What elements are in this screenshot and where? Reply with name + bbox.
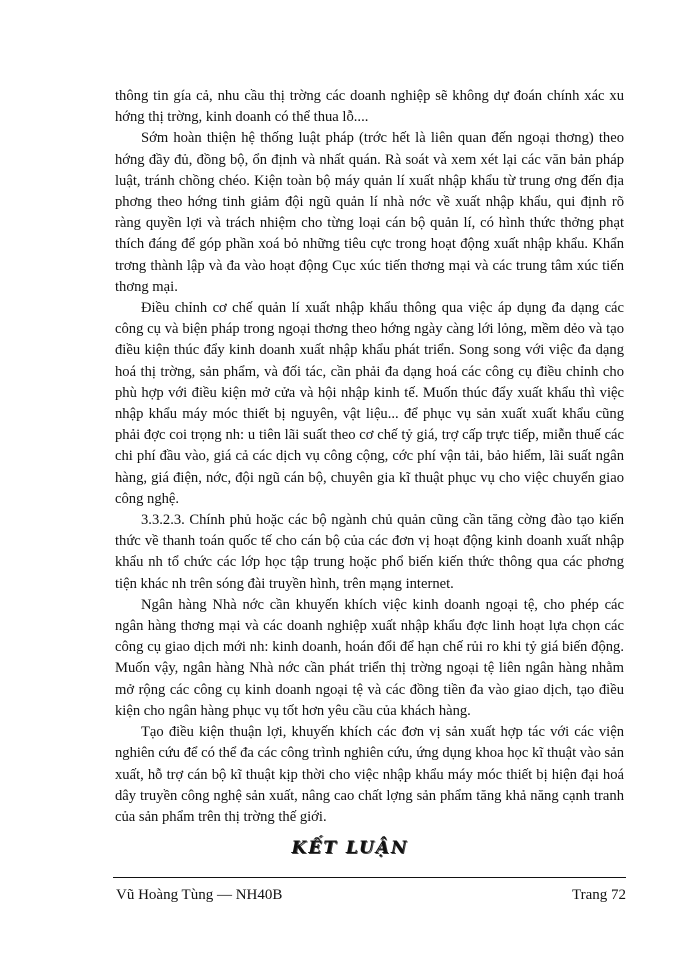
- footer-author: Vũ Hoàng Tùng — NH40B: [116, 887, 283, 903]
- body-text: [115, 86, 624, 828]
- paragraph-research-cooperation: Tạo điều kiện thuận lợi, khuyến khích các đơn vị sản xuất hợp tác với các viện nghiên cứu để có thể đa các công trình nghiên cứu, ứng dụng khoa học kĩ thuật vào sản xuất, hỗ trợ cán bộ kĩ thuật kịp thời cho việc nhập khẩu máy móc thiết bị hiện đại hoá dây truyền công nghệ sản xuất, nâng cao chất lợng sản phẩm tăng khả năng cạnh tranh của sản phẩm trên thị trờng thế giới.: [115, 724, 624, 825]
- footer-divider: [113, 877, 626, 878]
- paragraph-state-bank: Ngân hàng Nhà nớc cần khuyến khích việc kinh doanh ngoại tệ, cho phép các ngân hàng thơng mại và các doanh nghiệp xuất nhập khẩu đợc linh hoạt lựa chọn các công cụ giao dịch mới nh: kinh doanh, hoán đổi để hạn chế rủi ro khi tỷ giá biến động. Muốn vậy, ngân hàng Nhà nớc cần phát triển thị trờng ngoại tệ liên ngân hàng nhằm mở rộng các công cụ kinh doanh ngoại tệ và các đồng tiền đa vào giao dịch, tạo điều kiện cho ngân hàng phục vụ tốt hơn yêu cầu của khách hàng.: [115, 596, 624, 719]
- paragraph-legal-framework: Sớm hoàn thiện hệ thống luật pháp (trớc hết là liên quan đến ngoại thơng) theo hớng đầy đủ, đồng bộ, ổn định và nhất quán. Rà soát và xem xét lại các văn bản pháp luật, tránh chồng chéo. Kiện toàn bộ máy quản lí xuất nhập khẩu từ trung ơng đến địa phơng theo hớng tinh giảm đội ngũ quản lí nhà nớc về xuất nhập khẩu, qui định rõ ràng quyền lợi và trách nhiệm cho từng loại cán bộ quản lí, có hình thức thởng phạt thích đáng để góp phần xoá bỏ những tiêu cực trong hoạt động xuất nhập khẩu. Khẩn trơng thành lập và đa vào hoạt động Cục xúc tiến thơng mại và các trung tâm xúc tiến thơng mại.: [115, 130, 624, 295]
- footer-page-number: Trang 72: [571, 887, 626, 903]
- paragraph-continuation: thông tin gía cả, nhu cầu thị trờng các doanh nghiệp sẽ không dự đoán chính xác xu hớng thị trờng, kinh doanh có thể thua lỗ....: [115, 88, 624, 126]
- conclusion-heading: KẾT LUẬN: [291, 838, 409, 858]
- paragraph-management-mechanism: Điều chỉnh cơ chế quản lí xuất nhập khẩu thông qua việc áp dụng đa dạng các công cụ và biện pháp trong ngoại thơng theo hớng ngày càng lới lỏng, mềm dẻo và tạo điều kiện thúc đẩy kinh doanh xuất nhập khẩu phát triển. Song song với việc đa dạng hoá thị trờng, sản phẩm, và đối tác, cần phải đa dạng hoá các công cụ điều chỉnh cho phù hợp với điều kiện mở cửa và hội nhập kinh tế. Muốn thúc đẩy xuất khẩu thì việc nhập khẩu máy móc thiết bị nguyên, vật liệu... để phục vụ sản xuất xuất khẩu cũng phải đợc coi trọng nh: u tiên lãi suất theo cơ chế tỷ giá, trợ cấp trực tiếp, miễn thuế các chi phí đầu vào, giá cả các dịch vụ công cộng, cớc phí vận tải, bảo hiểm, lãi suất ngân hàng, giá điện, nớc, đội ngũ cán bộ, chuyên gia kĩ thuật phục vụ cho việc chuyển giao công nghệ.: [115, 300, 624, 507]
- paragraph-training: 3.3.2.3. Chính phủ hoặc các bộ ngành chủ quản cũng cần tăng cờng đào tạo kiến thức về thanh toán quốc tế cho cán bộ của các đơn vị hoạt động kinh doanh xuất nhập khẩu nh tổ chức các lớp học tập trung hoặc phổ biến kiến thức thông qua các phơng tiện khác nh trên sóng đài truyền hình, trên mạng internet.: [115, 512, 624, 592]
